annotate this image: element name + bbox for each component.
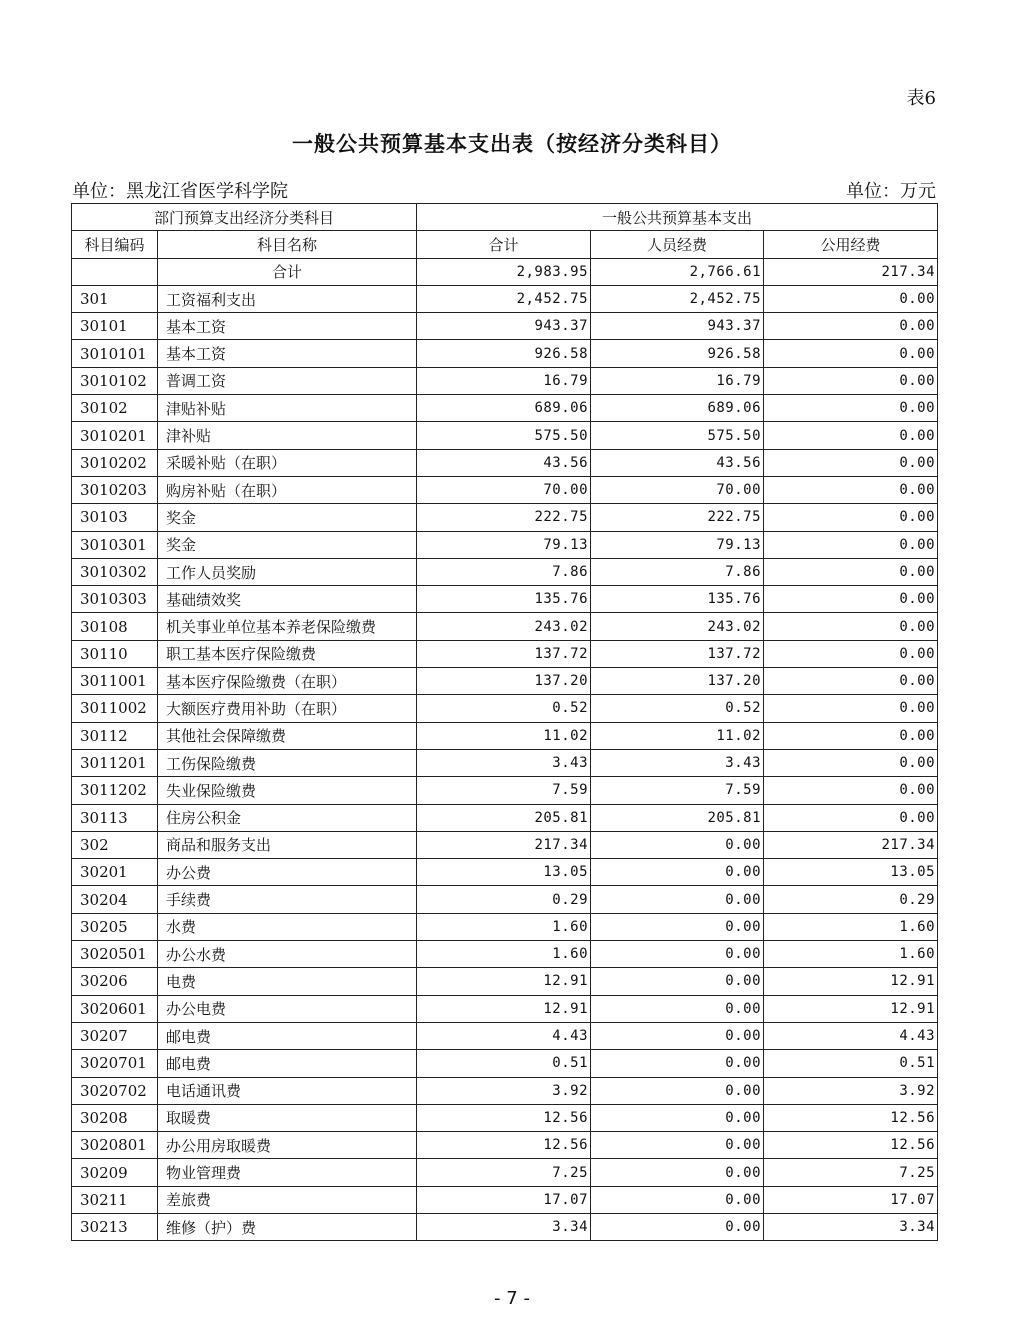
table-row: [72, 449, 938, 476]
table-row: [72, 941, 938, 968]
row-name: 商品和服务支出: [158, 831, 417, 858]
row-total: 0.51: [417, 1050, 591, 1077]
row-total: 12.91: [417, 995, 591, 1022]
row-code: 30108: [72, 613, 158, 640]
table-row: [72, 285, 938, 312]
row-name: 机关事业单位基本养老保险缴费: [158, 613, 417, 640]
row-public: 1.60: [764, 913, 938, 940]
table-row: [72, 1132, 938, 1159]
row-public: 0.00: [764, 586, 938, 613]
row-total: 926.58: [417, 340, 591, 367]
row-name: 办公电费: [158, 995, 417, 1022]
table-row: [72, 968, 938, 995]
row-code: 3010102: [72, 367, 158, 394]
row-personnel: 137.72: [591, 640, 764, 667]
row-personnel: 0.52: [591, 695, 764, 722]
row-personnel: 575.50: [591, 422, 764, 449]
total-row-public: 217.34: [764, 258, 938, 285]
row-personnel: 689.06: [591, 395, 764, 422]
row-total: 43.56: [417, 449, 591, 476]
row-code: 3020702: [72, 1077, 158, 1104]
row-name: 手续费: [158, 886, 417, 913]
row-public: 0.00: [764, 285, 938, 312]
table-row: [72, 695, 938, 722]
row-personnel: 0.00: [591, 1132, 764, 1159]
row-total: 3.43: [417, 749, 591, 776]
group-header-classification: 部门预算支出经济分类科目: [72, 204, 417, 231]
row-total: 137.20: [417, 668, 591, 695]
row-public: 4.43: [764, 1022, 938, 1049]
row-public: 13.05: [764, 859, 938, 886]
column-header-personnel: 人员经费: [591, 231, 764, 258]
row-name: 工作人员奖励: [158, 558, 417, 585]
row-name: 电费: [158, 968, 417, 995]
row-total: 689.06: [417, 395, 591, 422]
row-public: 0.00: [764, 395, 938, 422]
row-total: 137.72: [417, 640, 591, 667]
row-personnel: 943.37: [591, 313, 764, 340]
row-public: 0.00: [764, 749, 938, 776]
row-public: 0.29: [764, 886, 938, 913]
row-public: 0.00: [764, 722, 938, 749]
row-code: 3010303: [72, 586, 158, 613]
row-name: 维修（护）费: [158, 1213, 417, 1240]
row-public: 0.51: [764, 1050, 938, 1077]
organization-unit: 单位：黑龙江省医学科学院: [72, 181, 288, 202]
row-total: 2,452.75: [417, 285, 591, 312]
row-code: 30211: [72, 1186, 158, 1213]
row-total: 12.91: [417, 968, 591, 995]
row-personnel: 0.00: [591, 913, 764, 940]
table-row: [72, 422, 938, 449]
table-row: [72, 886, 938, 913]
row-personnel: 135.76: [591, 586, 764, 613]
table-row: [72, 831, 938, 858]
table-row: [72, 913, 938, 940]
group-header-expenditure: 一般公共预算基本支出: [417, 204, 938, 231]
row-personnel: 0.00: [591, 1104, 764, 1131]
row-public: 3.34: [764, 1213, 938, 1240]
table-row: [72, 859, 938, 886]
row-total: 12.56: [417, 1104, 591, 1131]
row-personnel: 2,452.75: [591, 285, 764, 312]
row-name: 取暖费: [158, 1104, 417, 1131]
row-name: 电话通讯费: [158, 1077, 417, 1104]
row-public: 217.34: [764, 831, 938, 858]
row-total: 575.50: [417, 422, 591, 449]
row-public: 0.00: [764, 531, 938, 558]
table-row: [72, 1104, 938, 1131]
row-name: 基本工资: [158, 313, 417, 340]
row-code: 3010201: [72, 422, 158, 449]
row-code: 302: [72, 831, 158, 858]
table-row: [72, 1186, 938, 1213]
table-row: [72, 476, 938, 503]
row-total: 4.43: [417, 1022, 591, 1049]
row-code: 30112: [72, 722, 158, 749]
row-public: 0.00: [764, 313, 938, 340]
table-row: [72, 558, 938, 585]
table-row: [72, 749, 938, 776]
table-row: [72, 1022, 938, 1049]
row-personnel: 0.00: [591, 886, 764, 913]
row-code: 30207: [72, 1022, 158, 1049]
row-name: 津贴补贴: [158, 395, 417, 422]
page-number: - 7 -: [494, 1288, 530, 1309]
row-code: 301: [72, 285, 158, 312]
row-code: 30206: [72, 968, 158, 995]
row-public: 0.00: [764, 558, 938, 585]
row-personnel: 11.02: [591, 722, 764, 749]
row-code: 30208: [72, 1104, 158, 1131]
row-total: 7.59: [417, 777, 591, 804]
row-name: 购房补贴（在职）: [158, 476, 417, 503]
row-personnel: 0.00: [591, 1213, 764, 1240]
row-name: 办公用房取暖费: [158, 1132, 417, 1159]
row-total: 11.02: [417, 722, 591, 749]
column-header-code: 科目编码: [72, 231, 158, 258]
table-row: [72, 340, 938, 367]
table-row: [72, 1050, 938, 1077]
row-code: 3011002: [72, 695, 158, 722]
table-row: [72, 586, 938, 613]
row-personnel: 3.43: [591, 749, 764, 776]
row-code: 3010302: [72, 558, 158, 585]
table-row: [72, 777, 938, 804]
row-name: 工资福利支出: [158, 285, 417, 312]
row-personnel: 0.00: [591, 968, 764, 995]
row-name: 办公费: [158, 859, 417, 886]
row-public: 0.00: [764, 613, 938, 640]
table-row: [72, 1213, 938, 1240]
budget-table: [71, 203, 938, 1241]
row-public: 0.00: [764, 777, 938, 804]
row-name: 差旅费: [158, 1186, 417, 1213]
row-code: 30110: [72, 640, 158, 667]
row-code: 30113: [72, 804, 158, 831]
group-header-row: [72, 204, 938, 231]
table-row: [72, 995, 938, 1022]
row-total: 16.79: [417, 367, 591, 394]
table-row: [72, 613, 938, 640]
row-name: 办公水费: [158, 941, 417, 968]
row-total: 79.13: [417, 531, 591, 558]
row-name: 津补贴: [158, 422, 417, 449]
row-personnel: 0.00: [591, 1050, 764, 1077]
row-personnel: 7.59: [591, 777, 764, 804]
row-code: 30102: [72, 395, 158, 422]
row-total: 243.02: [417, 613, 591, 640]
row-personnel: 0.00: [591, 995, 764, 1022]
total-row-total: 2,983.95: [417, 258, 591, 285]
row-public: 7.25: [764, 1159, 938, 1186]
row-code: 3020601: [72, 995, 158, 1022]
row-personnel: 205.81: [591, 804, 764, 831]
row-total: 13.05: [417, 859, 591, 886]
row-name: 失业保险缴费: [158, 777, 417, 804]
row-name: 住房公积金: [158, 804, 417, 831]
row-personnel: 243.02: [591, 613, 764, 640]
row-personnel: 0.00: [591, 831, 764, 858]
row-name: 奖金: [158, 531, 417, 558]
row-personnel: 70.00: [591, 476, 764, 503]
row-public: 0.00: [764, 367, 938, 394]
row-personnel: 7.86: [591, 558, 764, 585]
row-total: 217.34: [417, 831, 591, 858]
row-personnel: 0.00: [591, 1077, 764, 1104]
table-number: 表6: [906, 88, 936, 109]
row-code: 30204: [72, 886, 158, 913]
row-public: 0.00: [764, 340, 938, 367]
row-name: 邮电费: [158, 1022, 417, 1049]
row-total: 135.76: [417, 586, 591, 613]
row-personnel: 0.00: [591, 1186, 764, 1213]
table-row: [72, 668, 938, 695]
row-name: 基本工资: [158, 340, 417, 367]
row-code: 3010101: [72, 340, 158, 367]
row-name: 普调工资: [158, 367, 417, 394]
row-code: 30205: [72, 913, 158, 940]
row-total: 0.29: [417, 886, 591, 913]
row-total: 7.25: [417, 1159, 591, 1186]
row-personnel: 0.00: [591, 941, 764, 968]
row-total: 17.07: [417, 1186, 591, 1213]
row-code: 30209: [72, 1159, 158, 1186]
row-public: 0.00: [764, 804, 938, 831]
table-row: [72, 504, 938, 531]
row-name: 基础绩效奖: [158, 586, 417, 613]
row-public: 17.07: [764, 1186, 938, 1213]
row-code: 30201: [72, 859, 158, 886]
row-personnel: 16.79: [591, 367, 764, 394]
table-row: [72, 804, 938, 831]
total-row: [72, 258, 938, 285]
row-public: 12.56: [764, 1132, 938, 1159]
row-name: 基本医疗保险缴费（在职）: [158, 668, 417, 695]
row-personnel: 79.13: [591, 531, 764, 558]
row-public: 0.00: [764, 476, 938, 503]
row-total: 943.37: [417, 313, 591, 340]
row-name: 水费: [158, 913, 417, 940]
row-code: 3010301: [72, 531, 158, 558]
row-total: 0.52: [417, 695, 591, 722]
row-public: 0.00: [764, 422, 938, 449]
column-header-row: [72, 231, 938, 258]
total-row-code: [72, 258, 158, 285]
row-total: 222.75: [417, 504, 591, 531]
row-total: 205.81: [417, 804, 591, 831]
row-code: 3010202: [72, 449, 158, 476]
row-total: 1.60: [417, 941, 591, 968]
row-code: 3011202: [72, 777, 158, 804]
table-row: [72, 722, 938, 749]
row-public: 1.60: [764, 941, 938, 968]
row-public: 3.92: [764, 1077, 938, 1104]
column-header-name: 科目名称: [158, 231, 417, 258]
row-personnel: 926.58: [591, 340, 764, 367]
row-code: 30103: [72, 504, 158, 531]
row-public: 0.00: [764, 695, 938, 722]
row-total: 3.34: [417, 1213, 591, 1240]
row-code: 3011201: [72, 749, 158, 776]
row-public: 12.91: [764, 968, 938, 995]
table-row: [72, 1159, 938, 1186]
row-public: 0.00: [764, 640, 938, 667]
total-row-label: 合计: [158, 258, 417, 285]
row-personnel: 0.00: [591, 1022, 764, 1049]
row-total: 3.92: [417, 1077, 591, 1104]
total-row-personnel: 2,766.61: [591, 258, 764, 285]
row-code: 3020701: [72, 1050, 158, 1077]
page-title: 一般公共预算基本支出表（按经济分类科目）: [292, 131, 732, 156]
table-row: [72, 367, 938, 394]
row-code: 3010203: [72, 476, 158, 503]
row-code: 3020501: [72, 941, 158, 968]
row-name: 职工基本医疗保险缴费: [158, 640, 417, 667]
row-name: 大额医疗费用补助（在职）: [158, 695, 417, 722]
row-public: 0.00: [764, 449, 938, 476]
row-public: 12.91: [764, 995, 938, 1022]
table-row: [72, 1077, 938, 1104]
row-total: 70.00: [417, 476, 591, 503]
row-public: 0.00: [764, 504, 938, 531]
row-name: 邮电费: [158, 1050, 417, 1077]
row-name: 工伤保险缴费: [158, 749, 417, 776]
row-name: 其他社会保障缴费: [158, 722, 417, 749]
row-total: 7.86: [417, 558, 591, 585]
row-code: 30213: [72, 1213, 158, 1240]
row-personnel: 0.00: [591, 859, 764, 886]
table-row: [72, 531, 938, 558]
row-name: 采暖补贴（在职）: [158, 449, 417, 476]
column-header-total: 合计: [417, 231, 591, 258]
row-personnel: 137.20: [591, 668, 764, 695]
row-personnel: 0.00: [591, 1159, 764, 1186]
column-header-public: 公用经费: [764, 231, 938, 258]
row-public: 0.00: [764, 668, 938, 695]
table-row: [72, 640, 938, 667]
row-personnel: 43.56: [591, 449, 764, 476]
row-code: 3011001: [72, 668, 158, 695]
row-personnel: 222.75: [591, 504, 764, 531]
row-total: 12.56: [417, 1132, 591, 1159]
row-name: 物业管理费: [158, 1159, 417, 1186]
table-row: [72, 313, 938, 340]
row-code: 30101: [72, 313, 158, 340]
row-name: 奖金: [158, 504, 417, 531]
money-unit: 单位：万元: [846, 181, 936, 202]
row-public: 12.56: [764, 1104, 938, 1131]
table-row: [72, 395, 938, 422]
row-total: 1.60: [417, 913, 591, 940]
row-code: 3020801: [72, 1132, 158, 1159]
